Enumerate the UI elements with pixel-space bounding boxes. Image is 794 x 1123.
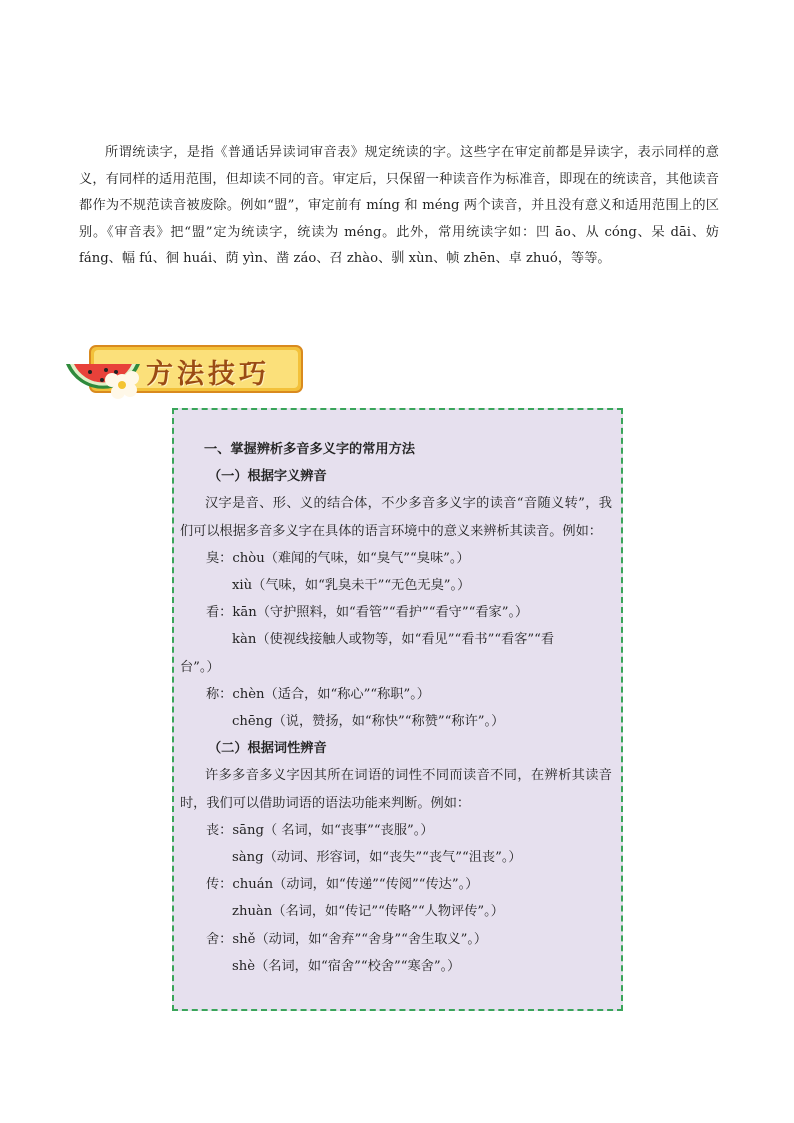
- example-line: chēng（说，赞扬，如“称快”“称赞”“称许”。）: [232, 714, 505, 730]
- heading: 一、掌握辨析多音多义字的常用方法: [204, 442, 415, 457]
- example-line: 看：kān（守护照料，如“看管”“看护”“看守”“看家”。）: [206, 605, 529, 621]
- intro-paragraph: [79, 140, 719, 273]
- intro-text: 所谓统读字，是指《普通话异读词审音表》规定统读的字。这些字在审定前都是异读字，表示同样的意义，有同样的适用范围，但却读不同的音。审定后，只保留一种读音作为标准音，即现在的统读音，其他读音都作为不规范读音被废除。例如“盟”，审定前有 míng 和 méng 两个读音，并且没有意义和适用范围上的区别。《审音表》把“盟”定为统读字，统读为 méng。此外，常用统读字如：凹 āo、从 cóng、呆 dāi、妨 fáng、幅 fú、徊 huái、荫 yìn、凿 záo、召 zhào、驯 xùn、帧 zhēn、卓 zhuó，等等。: [79, 145, 719, 267]
- example-line: 传：chuán（动词，如“传递”“传阅”“传达”。）: [206, 877, 479, 893]
- example-line: 臭：chòu（难闻的气味，如“臭气”“臭味”。）: [206, 550, 470, 566]
- section-title: 方法技巧: [146, 359, 270, 390]
- flower-icon: [105, 371, 139, 399]
- example-line: kàn（使视线接触人或物等，如“看见”“看书”“看客”“看: [232, 632, 555, 648]
- method-content: [180, 436, 612, 980]
- paragraph-1: 汉字是音、形、义的结合体，不少多音多义字的读音“音随义转”，我们可以根据多音多义字在具体的语言环境中的意义来辨析其读音。例如：: [180, 496, 612, 539]
- example-line: xiù（气味，如“乳臭未干”“无色无臭”。）: [232, 578, 471, 594]
- example-line: shè（名词，如“宿舍”“校舍”“寒舍”。）: [232, 958, 461, 974]
- subheading-2: （二）根据词性辨音: [208, 741, 327, 757]
- example-line-continued: 台”。）: [180, 659, 220, 675]
- example-line: 称：chèn（适合，如“称心”“称职”。）: [206, 686, 430, 702]
- example-line: 舍：shě（动词，如“舍弃”“舍身”“舍生取义”。）: [206, 931, 488, 947]
- subheading-1: （一）根据字义辨音: [208, 469, 327, 485]
- paragraph-2: 许多多音多义字因其所在词语的词性不同而读音不同，在辨析其读音时，我们可以借助词语的语法功能来判断。例如：: [180, 768, 612, 811]
- example-line: zhuàn（名词，如“传记”“传略”“人物评传”。）: [232, 904, 504, 920]
- method-box: [172, 408, 623, 1011]
- example-line: sàng（动词、形容词，如“丧失”“丧气”“沮丧”。）: [232, 850, 522, 866]
- example-line: 丧：sāng（ 名词，如“丧事”“丧服”。）: [206, 822, 434, 838]
